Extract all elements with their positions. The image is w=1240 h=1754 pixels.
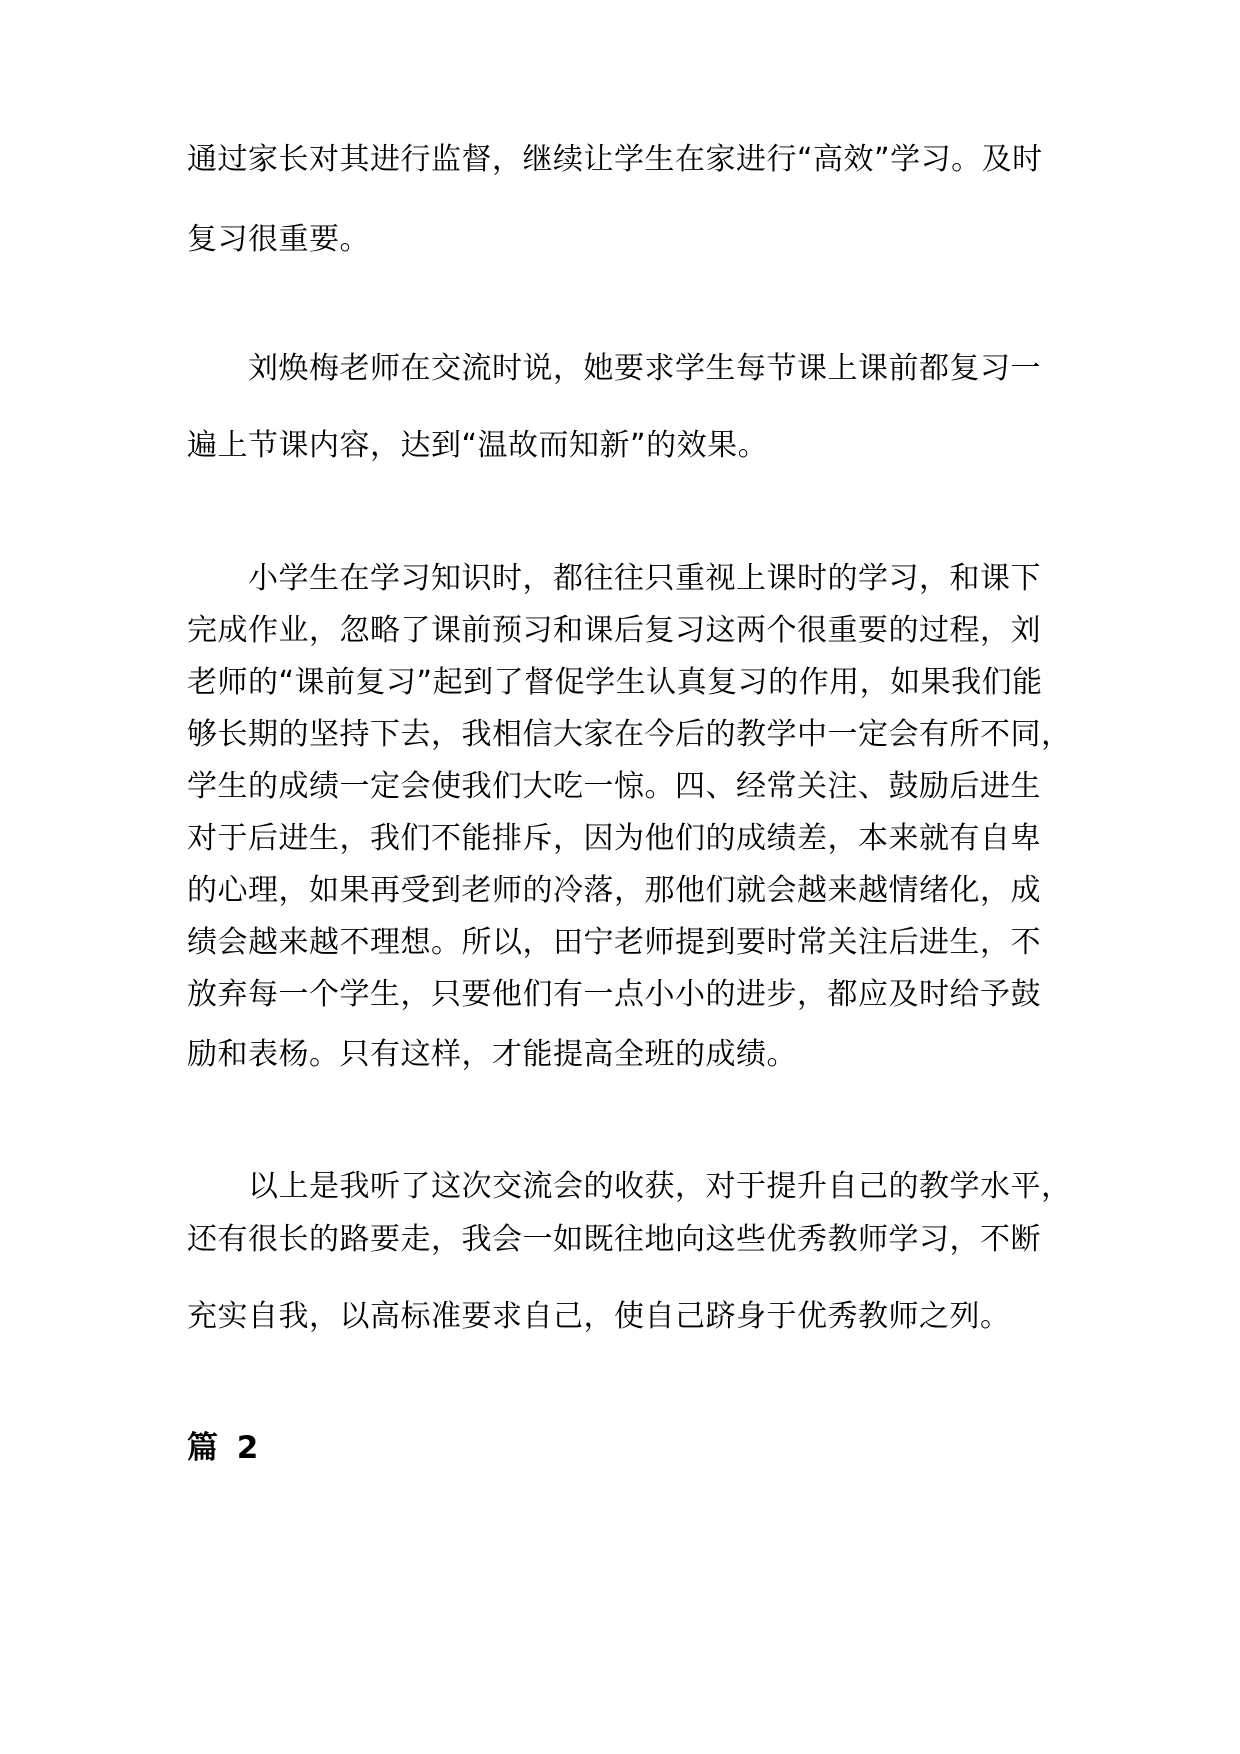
text-line: 小学生在学习知识时，都往往只重视上课时的学习，和课下 [187,561,1041,596]
text-line: 老师的“课前复习”起到了督促学生认真复习的作用，如果我们能 [187,665,1043,700]
text-line: 复习很重要。 [187,222,370,257]
text-line: 完成作业，忽略了课前预习和课后复习这两个很重要的过程，刘 [187,613,1041,648]
text-line: 够长期的坚持下去，我相信大家在今后的教学中一定会有所不同， [187,717,1072,752]
section-heading: 篇 2 [187,1430,263,1466]
text-line: 对于后进生，我们不能排斥，因为他们的成绩差，本来就有自卑 [187,821,1041,856]
text-line: 通过家长对其进行监督，继续让学生在家进行“高效”学习。及时 [187,142,1043,177]
text-line: 以上是我听了这次交流会的收获，对于提升自己的教学水平， [187,1169,1072,1204]
text-line: 学生的成绩一定会使我们大吃一惊。四、经常关注、鼓励后进生 [187,769,1041,804]
text-line: 的心理，如果再受到老师的冷落，那他们就会越来越情绪化，成 [187,873,1041,908]
text-line: 励和表杨。只有这样，才能提高全班的成绩。 [187,1037,797,1072]
text-line: 遍上节课内容，达到“温故而知新”的效果。 [187,428,769,463]
text-line: 充实自我，以高标准要求自己，使自己跻身于优秀教师之列。 [187,1299,1011,1334]
text-line: 绩会越来越不理想。所以，田宁老师提到要时常关注后进生，不 [187,925,1041,960]
text-line: 还有很长的路要走，我会一如既往地向这些优秀教师学习，不断 [187,1222,1041,1257]
text-line: 刘焕梅老师在交流时说，她要求学生每节课上课前都复习一 [187,351,1041,386]
text-line: 放弃每一个学生，只要他们有一点小小的进步，都应及时给予鼓 [187,977,1041,1012]
